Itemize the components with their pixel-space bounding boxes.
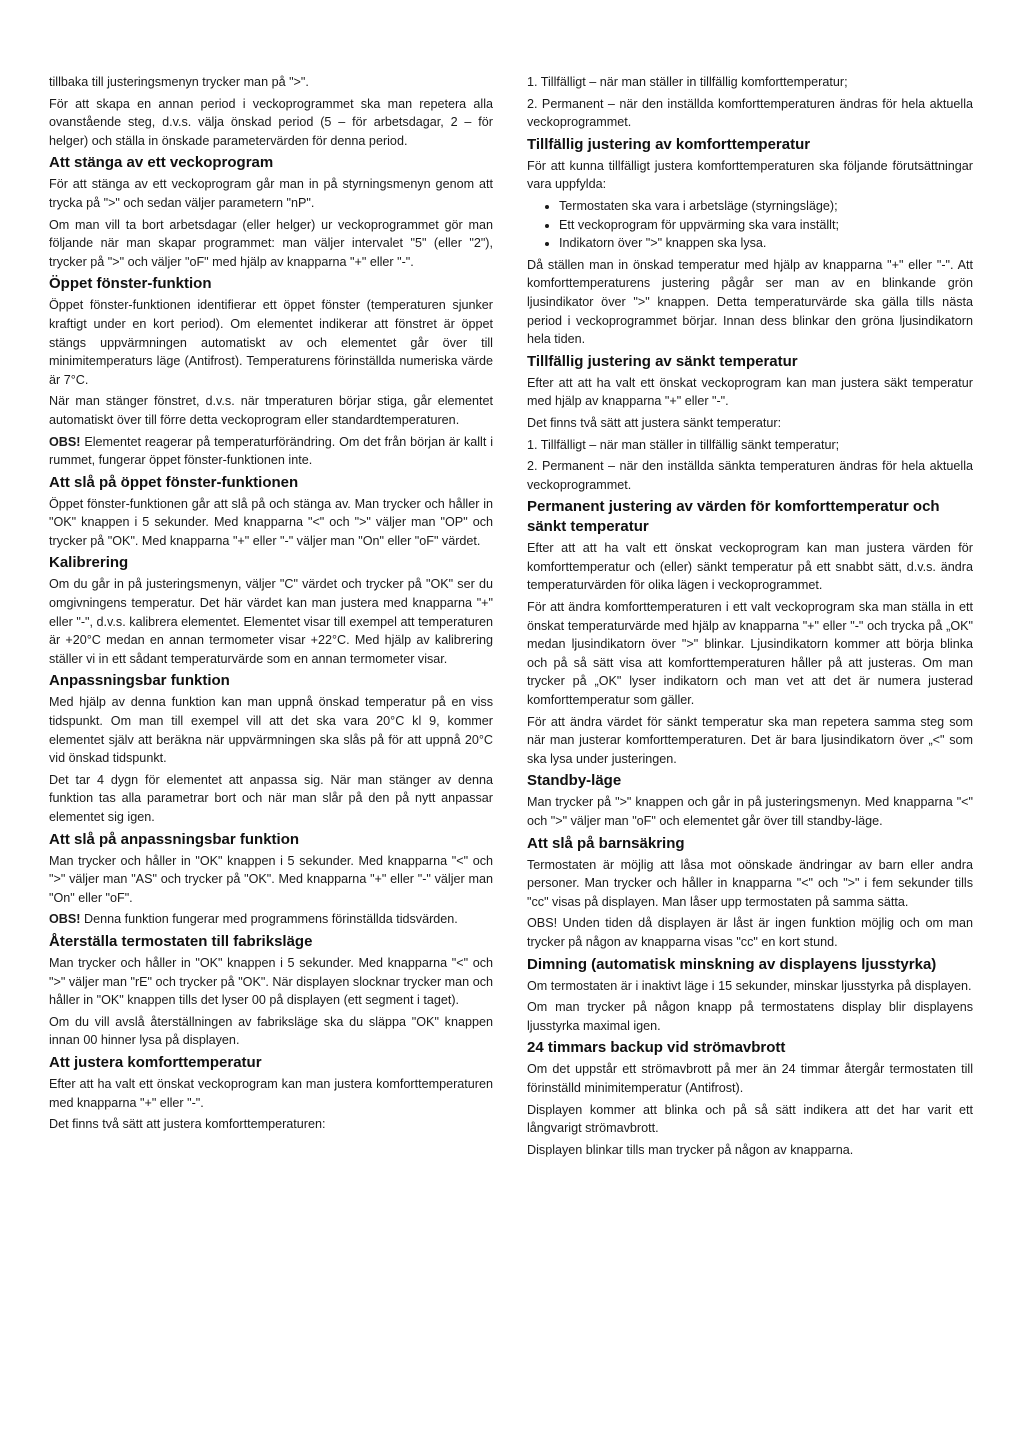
section-heading: Att justera komforttemperatur bbox=[49, 1053, 262, 1071]
paragraph: Det finns två sätt att justera komforttemperaturen: bbox=[49, 1117, 326, 1132]
paragraph: För att kunna tillfälligt justera komforttemperaturen ska följande förutsättningar vara uppfylda: bbox=[527, 158, 973, 192]
paragraph: OBS! Unden tiden då displayen är låst är ingen funktion möjlig och om man trycker på någon av knapparna visas "cc" en kort stund. bbox=[527, 916, 973, 949]
paragraph: Öppet fönster-funktionen går att slå på och stänga av. Man trycker och håller in "OK" knappen i 5 sekunder. Med knapparna "<" och ">" väljer man "OP" och trycker på "OK". Med knapparna "+" eller "-" väljer man "On" eller "oF" värdet. bbox=[49, 496, 493, 548]
paragraph: Efter att ha valt ett önskat veckoprogram kan man justera komforttemperaturen med knapparna "+" eller "-". bbox=[49, 1076, 493, 1110]
paragraph: Efter att att ha valt ett önskat veckoprogram kan man justera värden för komforttemperatur och (eller) sänkt temperatur på ett snabbt sätt, d.v.s. ändra temperaturvärden för olika lägen i veckoprogrammet. bbox=[527, 541, 973, 593]
paragraph: Efter att att ha valt ett önskat veckoprogram kan man justera säkt temperatur med hjälp av knapparna "+" eller "-". bbox=[527, 375, 973, 409]
note-text: Denna funktion fungerar med programmens förinställda tidsvärden. bbox=[80, 912, 458, 927]
paragraph: Öppet fönster-funktionen identifierar ett öppet fönster (temperaturen sjunker kraftigt under en kort period). Om elementet indikerar att fönstret är öppet stängs uppvärmningen automatiskt av och elementet går över till minimitemperaturs läge (Antifrost). Temperaturens förinställda numeriska värde är 7°C. bbox=[49, 298, 493, 387]
section-heading: Tillfällig justering av sänkt temperatur bbox=[527, 352, 798, 370]
paragraph: Om man vill ta bort arbetsdagar (eller helger) ur veckoprogrammet gör man följande när man skapar programmet: man väljer intervalet "5" (eller "2"), trycker på ">" och väljer "oF" med hjälp av knapparna "+" eller "-". bbox=[49, 217, 493, 269]
section-heading: Anpassningsbar funktion bbox=[49, 672, 230, 690]
right-column bbox=[527, 73, 973, 1162]
list-item: • Indikatorn över ">" knappen ska lysa. bbox=[559, 234, 973, 253]
paragraph: För att ändra komforttemperaturen i ett valt veckoprogram ska man ställa in ett önskat temperaturvärde med hjälp av knapparna "+" eller "-" och trycka på „OK" medan ljusindikatorn över ">" blinkar. Ljusindikatorn kommer att börja blinka och på så sätt visa att komforttemperaturen håller på att justeras. Om man trycker på „OK" lyser indikatorn och man vet att det är numera justerad komforttemperatur som gäller. bbox=[527, 600, 973, 708]
paragraph: Om du vill avslå återställningen av fabriksläge ska du släppa "OK" knappen innan 00 hinner lysa på displayen. bbox=[49, 1014, 493, 1048]
paragraph: Displayen blinkar tills man trycker på någon av knapparna. bbox=[527, 1142, 854, 1157]
section-heading: Dimning (automatisk minskning av displayens ljusstyrka) bbox=[527, 955, 937, 973]
paragraph: tillbaka till justeringsmenyn trycker man på ">". bbox=[49, 75, 309, 89]
paragraph: Det finns två sätt att justera sänkt temperatur: bbox=[527, 415, 782, 430]
paragraph: Displayen kommer att blinka och på så sätt indikera att det har varit ett långvarigt strömavbrott. bbox=[527, 1102, 973, 1136]
paragraph: För att ändra värdet för sänkt temperatur ska man repetera samma steg som när man justerar komforttemperaturen. Det är bara ljusindikatorn över „<" som ska lysa under justeringen. bbox=[527, 714, 973, 766]
list-item: • Ett veckoprogram för uppvärming ska vara inställt; bbox=[559, 216, 973, 235]
paragraph: 2. Permanent – när den inställda sänkta temperaturen ändras för hela aktuella veckoprogrammet. bbox=[527, 459, 973, 492]
section-heading: Att slå på öppet fönster-funktionen bbox=[49, 473, 299, 491]
section-heading: Att stänga av ett veckoprogram bbox=[49, 154, 274, 172]
paragraph: Man trycker på ">" knappen och går in på justeringsmenyn. Med knapparna "<" och ">" väljer man "oF" och elementet går över till standby-läge. bbox=[527, 795, 973, 828]
paragraph: Om du går in på justeringsmenyn, väljer "C" värdet och trycker på "OK" ser du omgivningens temperatur. Det här värdet kan man justera med knapparna "+" eller "-", d.v.s. kalibrera elementet. Elementet visar till exempel att temperaturen är +20°C medan en annan termometer visar +22°C. Med hjälp av kalibrering ställer vi in ett sådant temperaturvärde som en annan termometer visar. bbox=[49, 577, 493, 666]
note-label: OBS! bbox=[49, 434, 81, 449]
paragraph: Då ställen man in önskad temperatur med hjälp av knapparna "+" eller "-". Att komforttemperaturens justering pågår ser man av en blinkande grön ljusindikator över ">" knappen. Detta temperaturvärde ska gälla tills nästa period i veckoprogrammet börjar. Innan dess blinkar den gröna ljusindikatorn hela tiden. bbox=[527, 257, 973, 347]
paragraph: Om det uppstår ett strömavbrott på mer än 24 timmar återgår termostaten till förinställd minimitemperatur (Antifrost). bbox=[527, 1062, 973, 1095]
paragraph: 2. Permanent – när den inställda komforttemperaturen ändras för hela aktuella veckoprogrammet. bbox=[527, 96, 973, 130]
note-label: OBS! bbox=[49, 912, 81, 927]
paragraph: Om man trycker på någon knapp på termostatens display blir displayens ljusstyrka maximal igen. bbox=[527, 1000, 973, 1033]
paragraph: Man trycker och håller in "OK" knappen i 5 sekunder. Med knapparna "<" och ">" väljer man "rE" och trycker på "OK". När displayen slocknar trycker man och håller in "OK" knappen tills det lyser 00 på displayen (ett segment i taget). bbox=[49, 955, 493, 1008]
note-text: Elementet reagerar på temperaturförändring. Om det från början är kallt i rummet, fungerar öppet fönster-funktionen inte. bbox=[49, 434, 493, 468]
section-heading: Kalibrering bbox=[49, 554, 129, 572]
section-heading: Att slå på barnsäkring bbox=[527, 834, 685, 852]
section-heading: Återställa termostaten till fabriksläge bbox=[49, 932, 313, 950]
paragraph: 1. Tillfälligt – när man ställer in tillfällig sänkt temperatur; bbox=[527, 437, 840, 452]
paragraph bbox=[49, 910, 493, 929]
paragraph: När man stänger fönstret, d.v.s. när tmperaturen börjar stiga, går elementet automatiskt över till förre detta veckoprogram eller standardtemperaturen. bbox=[49, 394, 493, 427]
paragraph bbox=[49, 433, 493, 470]
paragraph: För att skapa en annan period i veckoprogrammet ska man repetera alla ovanstående steg, d.v.s. välja önskad period (5 – för arbetsdagar, 2 – för helger) och ställa in önskade parametervärden för denna period. bbox=[49, 96, 493, 148]
paragraph: Termostaten är möjlig att låsa mot oönskade ändringar av barn eller andra personer. Man trycker och håller in knapparna "<" och ">" i fem sekunder tills "cc" visas på displayen. Man låser upp termostaten på samma sätta. bbox=[527, 857, 973, 909]
paragraph: Det tar 4 dygn för elementet att anpassa sig. När man stänger av denna funktion tas alla parametrar bort och när man slår på den på nytt anpassar elementet sig igen. bbox=[49, 772, 493, 824]
section-heading: 24 timmars backup vid strömavbrott bbox=[527, 1039, 786, 1057]
paragraph: För att stänga av ett veckoprogram går man in på styrningsmenyn genom att trycka på ">" och sedan väljer parametern "nP". bbox=[49, 177, 493, 210]
paragraph: Om termostaten är i inaktivt läge i 15 sekunder, minskar ljusstyrka på displayen. bbox=[527, 978, 972, 993]
section-heading: Tillfällig justering av komforttemperatur bbox=[527, 135, 811, 153]
requirements-list bbox=[527, 197, 973, 253]
left-column bbox=[49, 73, 493, 1137]
paragraph: Man trycker och håller in "OK" knappen i 5 sekunder. Med knapparna "<" och ">" väljer man "AS" och trycker på "OK". Med knapparna "+" eller "-" väljer man "On" eller "oF". bbox=[49, 853, 493, 905]
section-heading: Att slå på anpassningsbar funktion bbox=[49, 830, 300, 848]
section-heading: Öppet fönster-funktion bbox=[49, 275, 212, 293]
section-heading: Permanent justering av värden för komforttemperatur och sänkt temperatur bbox=[527, 498, 940, 536]
paragraph: 1. Tillfälligt – när man ställer in tillfällig komforttemperatur; bbox=[527, 75, 848, 89]
section-heading: Standby-läge bbox=[527, 772, 622, 790]
paragraph: Med hjälp av denna funktion kan man uppnå önskad temperatur på en viss tidspunkt. Om man till exempel vill att det ska vara 20°C kl 9, kommer elementet själv att beräkna när uppvärmningen ska slås på för att uppnå 20°C vid önskad tidspunkt. bbox=[49, 695, 493, 766]
list-item: • Termostaten ska vara i arbetsläge (styrningsläge); bbox=[559, 197, 973, 216]
